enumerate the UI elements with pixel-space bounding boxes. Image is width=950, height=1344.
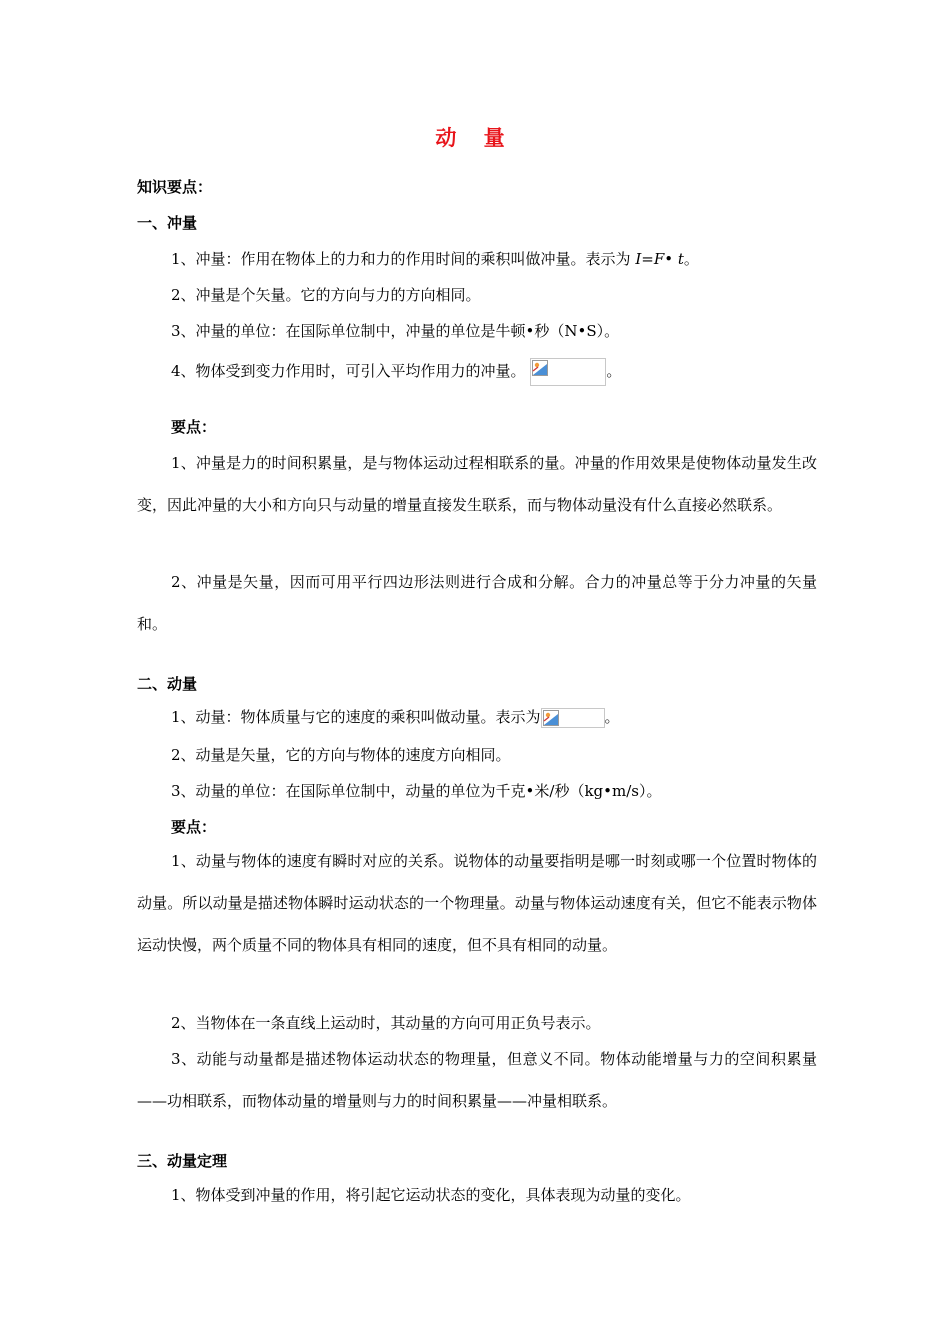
section1-heading: 一、冲量 (137, 214, 198, 232)
knowledge-heading: 知识要点： (137, 178, 213, 196)
section3-item1: 1、物体受到冲量的作用，将引起它运动状态的变化，具体表现为动量的变化。 (171, 1186, 691, 1204)
section2-item1 (171, 707, 620, 728)
section1-item1-text: 1、冲量：作用在物体上的力和力的作用时间的乘积叫做冲量。表示为 (171, 250, 636, 268)
broken-image-icon (541, 708, 605, 728)
section2-heading: 二、动量 (137, 675, 198, 693)
formula-i: I (635, 250, 642, 268)
section2-point2: 2、当物体在一条直线上运动时，其动量的方向可用正负号表示。 (171, 1014, 601, 1032)
section2-point1: 1、动量与物体的速度有瞬时对应的关系。说物体的动量要指明是哪一时刻或哪一个位置时物体的动量。所以动量是描述物体瞬时运动状态的一个物理量。动量与物体运动速度有关，但它不能表示物体运动快慢，两个质量不同的物体具有相同的速度，但不具有相同的动量。 (137, 852, 817, 954)
formula-eq: = (641, 250, 654, 268)
broken-image-glyph (532, 360, 548, 376)
section1-item2: 2、冲量是个矢量。它的方向与力的方向相同。 (171, 286, 481, 304)
section1-item1 (171, 249, 699, 269)
section1-item1-suffix: 。 (683, 250, 699, 268)
section2-item2: 2、动量是矢量，它的方向与物体的速度方向相同。 (171, 746, 511, 764)
section1-item4 (171, 358, 621, 386)
broken-image-icon (530, 358, 606, 386)
section2-item3: 3、动量的单位：在国际单位制中，动量的单位为千克•米/秒（kg•m/s）。 (171, 782, 662, 800)
section3-heading: 三、动量定理 (137, 1152, 228, 1170)
formula-dot: • (664, 250, 678, 268)
section1-point2: 2、冲量是矢量，因而可用平行四边形法则进行合成和分解。合力的冲量总等于分力冲量的矢量和。 (137, 573, 817, 633)
broken-image-glyph (543, 710, 559, 726)
section2-point3: 3、动能与动量都是描述物体运动状态的物理量，但意义不同。物体动能增量与力的空间积累量——功相联系，而物体动量的增量则与力的时间积累量——冲量相联系。 (137, 1050, 817, 1110)
section2-points-heading: 要点： (171, 818, 217, 836)
section1-item4-suffix: 。 (606, 362, 622, 380)
section1-points-heading: 要点： (171, 418, 217, 436)
page-title: 动 量 (435, 126, 515, 150)
section1-item4-text: 4、物体受到变力作用时，可引入平均作用力的冲量。 (171, 362, 526, 380)
formula-t: t (677, 250, 684, 268)
formula-f: F (653, 250, 665, 268)
section1-point1: 1、冲量是力的时间积累量，是与物体运动过程相联系的量。冲量的作用效果是使物体动量发生改变，因此冲量的大小和方向只与动量的增量直接发生联系，而与物体动量没有什么直接必然联系。 (137, 454, 817, 514)
section2-item1-suffix: 。 (604, 708, 620, 726)
section1-item3: 3、冲量的单位：在国际单位制中，冲量的单位是牛顿•秒（N•S）。 (171, 322, 620, 340)
section2-item1-text: 1、动量：物体质量与它的速度的乘积叫做动量。表示为 (171, 708, 541, 726)
